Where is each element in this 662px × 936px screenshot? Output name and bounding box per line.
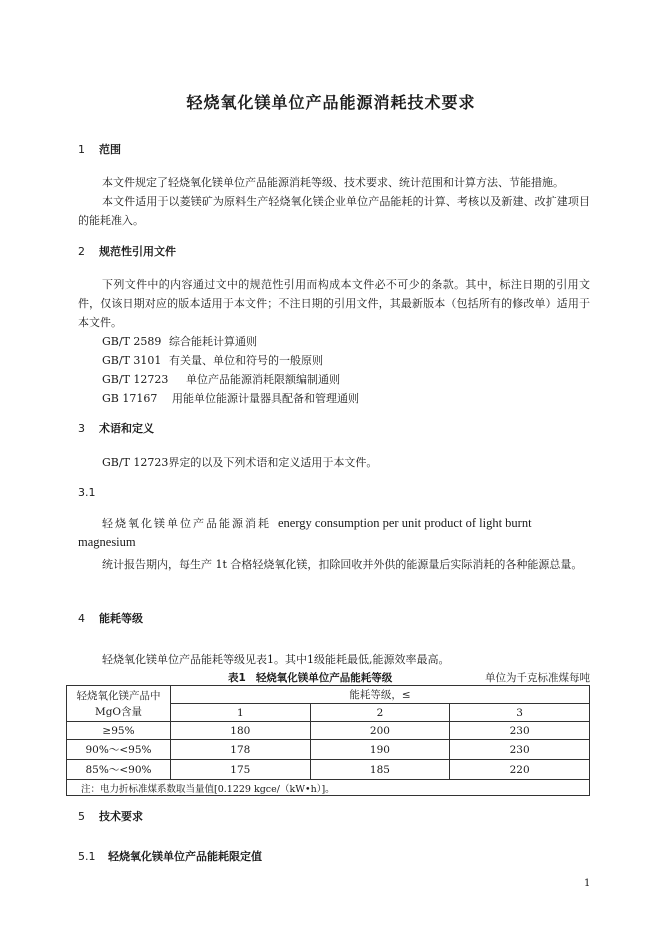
- column-header-grade-group: 能耗等级，≤: [171, 686, 590, 704]
- table-cell-range: 85%～<90%: [67, 760, 171, 780]
- section-title: 轻烧氧化镁单位产品能耗限定值: [108, 850, 262, 863]
- table-cell-range: ≥95%: [67, 722, 171, 740]
- reference-item: [102, 333, 257, 349]
- reference-code: GB/T 12723: [102, 373, 169, 386]
- energy-grade-table: [66, 685, 590, 796]
- column-header-level: 3: [450, 704, 590, 722]
- section-number: 5: [78, 810, 85, 823]
- table-cell: 180: [171, 722, 311, 740]
- reference-name: 有关量、单位和符号的一般原则: [169, 354, 323, 367]
- table-note-row: [67, 780, 590, 796]
- section-title: 范围: [99, 143, 121, 156]
- paragraph: 本文件适用于以菱镁矿为原料生产轻烧氧化镁企业单位产品能耗的计算、考核以及新建、改扩建项目的能耗准入。: [78, 195, 590, 227]
- section-5-heading: [78, 808, 143, 824]
- section-1-heading: [78, 141, 121, 157]
- reference-name: 综合能耗计算通则: [169, 335, 257, 348]
- reference-code: GB/T 2589: [102, 335, 162, 348]
- paragraph: GB/T 12723界定的以及下列术语和定义适用于本文件。: [102, 456, 378, 469]
- column-header-level: 1: [171, 704, 311, 722]
- term-definition-title: [78, 514, 590, 552]
- reference-item: [102, 352, 323, 368]
- table-note: 注：电力折标准煤系数取当量值[0.1229 kgce/（kW•h）]。: [67, 780, 590, 796]
- table-cell: 230: [450, 740, 590, 760]
- document-title: 轻烧氧化镁单位产品能源消耗技术要求: [186, 93, 476, 112]
- table-cell-range: 90%～<95%: [67, 740, 171, 760]
- section-number: 1: [78, 143, 85, 156]
- section-number: 3: [78, 422, 85, 435]
- table-row: [67, 722, 590, 740]
- paragraph: 轻烧氧化镁单位产品能耗等级见表1。其中1级能耗最低,能源效率最高。: [102, 653, 450, 666]
- section-number: 5.1: [78, 850, 96, 863]
- table-cell: 220: [450, 760, 590, 780]
- section-4-heading: [78, 610, 143, 626]
- table-cell: 175: [171, 760, 311, 780]
- table-cell: 200: [310, 722, 450, 740]
- table-number: 表1: [228, 672, 246, 684]
- reference-item: [102, 371, 340, 387]
- section-number: 3.1: [78, 486, 96, 499]
- table-cell: 190: [310, 740, 450, 760]
- table-caption: [228, 670, 392, 685]
- section-number: 2: [78, 245, 85, 258]
- section-number: 4: [78, 612, 85, 625]
- section-title: 规范性引用文件: [99, 245, 176, 258]
- reference-name: 单位产品能源消耗限额编制通则: [186, 373, 340, 386]
- section-5-1-heading: [78, 848, 262, 864]
- column-header-mgo: 轻烧氧化镁产品中MgO含量: [67, 686, 171, 722]
- section-3-1-heading: [78, 486, 99, 499]
- table-cell: 230: [450, 722, 590, 740]
- table-cell: 178: [171, 740, 311, 760]
- paragraph: 下列文件中的内容通过文中的规范性引用而构成本文件必不可少的条款。其中，标注日期的引用文件，仅该日期对应的版本适用于本文件；不注日期的引用文件，其最新版本（包括所有的修改单）适用于本文件。: [78, 278, 590, 329]
- table-header-row: [67, 686, 590, 704]
- reference-code: GB 17167: [102, 392, 158, 405]
- section-title: 术语和定义: [99, 422, 154, 435]
- section-title: 能耗等级: [99, 612, 143, 625]
- section-2-heading: [78, 243, 176, 259]
- paragraph: 统计报告期内，每生产 1t 合格轻烧氧化镁，扣除回收并外供的能源量后实际消耗的各种能源总量。: [102, 558, 583, 571]
- table-title: 轻烧氧化镁单位产品能耗等级: [255, 672, 393, 684]
- section-title: 技术要求: [99, 810, 143, 823]
- reference-name: 用能单位能源计量器具配备和管理通则: [172, 392, 359, 405]
- table-row: [67, 760, 590, 780]
- term-chinese: 轻烧氧化镁单位产品能源消耗: [102, 517, 271, 530]
- table-unit: 单位为千克标准煤每吨: [485, 672, 590, 684]
- table-cell: 185: [310, 760, 450, 780]
- column-header-level: 2: [310, 704, 450, 722]
- term-english: energy consumption per unit product of light burnt magnesium: [78, 516, 532, 549]
- page-number: 1: [584, 878, 591, 889]
- paragraph: 本文件规定了轻烧氧化镁单位产品能源消耗等级、技术要求、统计范围和计算方法、节能措施。: [102, 176, 564, 189]
- section-3-heading: [78, 420, 154, 436]
- table-row: [67, 740, 590, 760]
- reference-code: GB/T 3101: [102, 354, 162, 367]
- reference-item: [102, 390, 359, 406]
